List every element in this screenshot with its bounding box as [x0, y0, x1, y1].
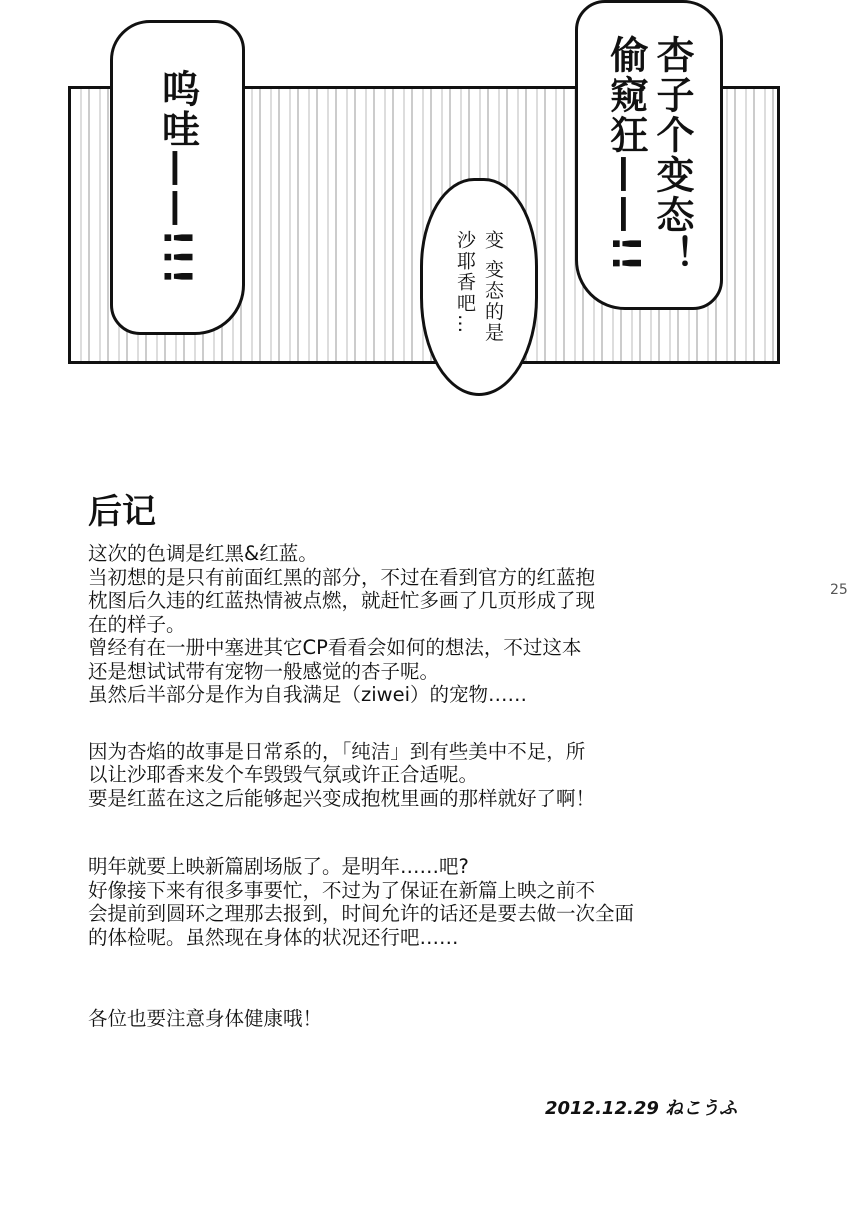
paragraph: 这次的色调是红黑&红蓝。 当初想的是只有前面红黑的部分，不过在看到官方的红蓝抱 枕图后久违的红蓝热情被点燃，就赶忙多画了几页形成了现 在的样子。 曾经有在一册中塞进其它CP看看会如何的想法，不过这本 还是想试试带有宠物一般感觉的杏子呢。 虽然后半部分是作为自我满足（ziwei）的宠物……	[88, 542, 596, 706]
speech-bubble-right	[575, 0, 723, 310]
bubble-text	[451, 230, 507, 343]
afterword-body	[88, 542, 728, 1064]
paragraph: 各位也要注意身体健康哦！	[88, 1007, 323, 1030]
bubble-text: 呜哇——!!!	[155, 68, 200, 287]
bubble-line: 杏子个变态！	[650, 35, 694, 275]
bubble-line: 变 变态的是	[482, 230, 504, 344]
afterword-title: 后记	[88, 492, 156, 532]
page-number: 25	[830, 582, 848, 598]
speech-bubble-middle	[420, 178, 538, 396]
bubble-line: 偷窥狂——!!	[604, 35, 648, 274]
paragraph: 明年就要上映新篇剧场版了。是明年……吧? 好像接下来有很多事要忙，不过为了保证在新篇上映之前不 会提前到圆环之理那去报到，时间允许的话还是要去做一次全面 的体检呢。虽然现在身体的状况还行吧……	[88, 855, 635, 949]
bubble-text	[603, 35, 695, 275]
bubble-line: 沙耶香吧…	[454, 230, 476, 336]
paragraph: 因为杏焰的故事是日常系的，「纯洁」到有些美中不足，所 以让沙耶香来发个车毁毁气氛或许正合适呢。 要是红蓝在这之后能够起兴变成抱枕里画的那样就好了啊！	[88, 739, 596, 810]
speech-bubble-left	[110, 20, 245, 335]
signature-date: 2012.12.29 ねこうふ	[545, 1098, 738, 1119]
